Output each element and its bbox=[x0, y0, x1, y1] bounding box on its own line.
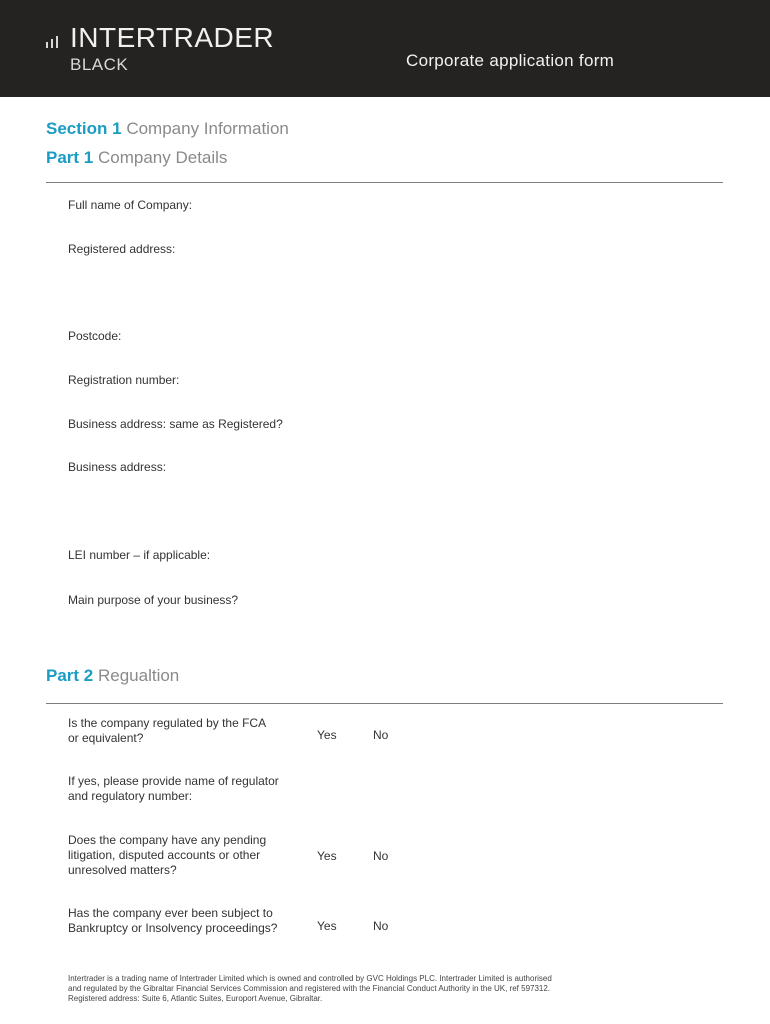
section-heading bbox=[46, 119, 289, 139]
footer-line: Intertrader is a trading name of Intertrader Limited which is owned and controlled by GVC Holdings PLC. Intertrader Limited is authorised bbox=[68, 974, 552, 983]
yes-option[interactable]: Yes bbox=[317, 919, 337, 933]
part-number: Part 1 bbox=[46, 148, 94, 167]
business-purpose-label: Main purpose of your business? bbox=[68, 593, 239, 607]
question-line: Does the company have any pending bbox=[68, 833, 267, 847]
question-line: unresolved matters? bbox=[68, 863, 177, 877]
logo-subtitle: BLACK bbox=[70, 55, 129, 74]
section-title: Company Information bbox=[126, 119, 289, 138]
no-option[interactable]: No bbox=[373, 919, 389, 933]
regulated-question bbox=[68, 716, 266, 746]
form-title: Corporate application form bbox=[406, 51, 615, 70]
part-heading bbox=[46, 666, 179, 686]
question-line: and regulatory number: bbox=[68, 789, 193, 803]
logo-wordmark: INTERTRADER bbox=[70, 22, 275, 53]
part-title: Regualtion bbox=[97, 666, 180, 685]
yes-option[interactable]: Yes bbox=[317, 849, 337, 863]
legal-footer bbox=[68, 974, 668, 1004]
question-line: Bankruptcy or Insolvency proceedings? bbox=[68, 921, 278, 935]
section-number: Section 1 bbox=[46, 119, 122, 138]
divider bbox=[46, 703, 723, 704]
question-line: litigation, disputed accounts or other bbox=[68, 848, 261, 862]
no-option[interactable]: No bbox=[373, 849, 389, 863]
regulator-name-question bbox=[68, 774, 279, 804]
registered-address-label: Registered address: bbox=[68, 242, 176, 256]
page-header bbox=[0, 0, 770, 97]
no-option[interactable]: No bbox=[373, 728, 389, 742]
company-name-label: Full name of Company: bbox=[68, 198, 193, 212]
bars-icon bbox=[46, 34, 70, 48]
lei-number-label: LEI number – if applicable: bbox=[68, 548, 211, 562]
question-line: Is the company regulated by the FCA bbox=[68, 716, 267, 730]
question-line: If yes, please provide name of regulator bbox=[68, 774, 279, 788]
registration-number-label: Registration number: bbox=[68, 373, 180, 387]
postcode-label: Postcode: bbox=[68, 329, 122, 343]
divider bbox=[46, 182, 723, 183]
litigation-question bbox=[68, 833, 266, 878]
part-title: Company Details bbox=[97, 148, 228, 167]
yes-option[interactable]: Yes bbox=[317, 728, 337, 742]
part-number: Part 2 bbox=[46, 666, 94, 685]
bankruptcy-question bbox=[68, 906, 277, 936]
footer-line: Registered address: Suite 6, Atlantic Suites, Europort Avenue, Gibraltar. bbox=[68, 994, 323, 1003]
footer-line: and regulated by the Gibraltar Financial Services Commission and registered with the Financial Conduct Authority in the UK, ref 597312. bbox=[68, 984, 551, 993]
business-address-label: Business address: bbox=[68, 460, 167, 474]
question-line: or equivalent? bbox=[68, 731, 144, 745]
part-heading bbox=[46, 148, 227, 168]
business-address-same-label: Business address: same as Registered? bbox=[68, 417, 283, 431]
question-line: Has the company ever been subject to bbox=[68, 906, 273, 920]
